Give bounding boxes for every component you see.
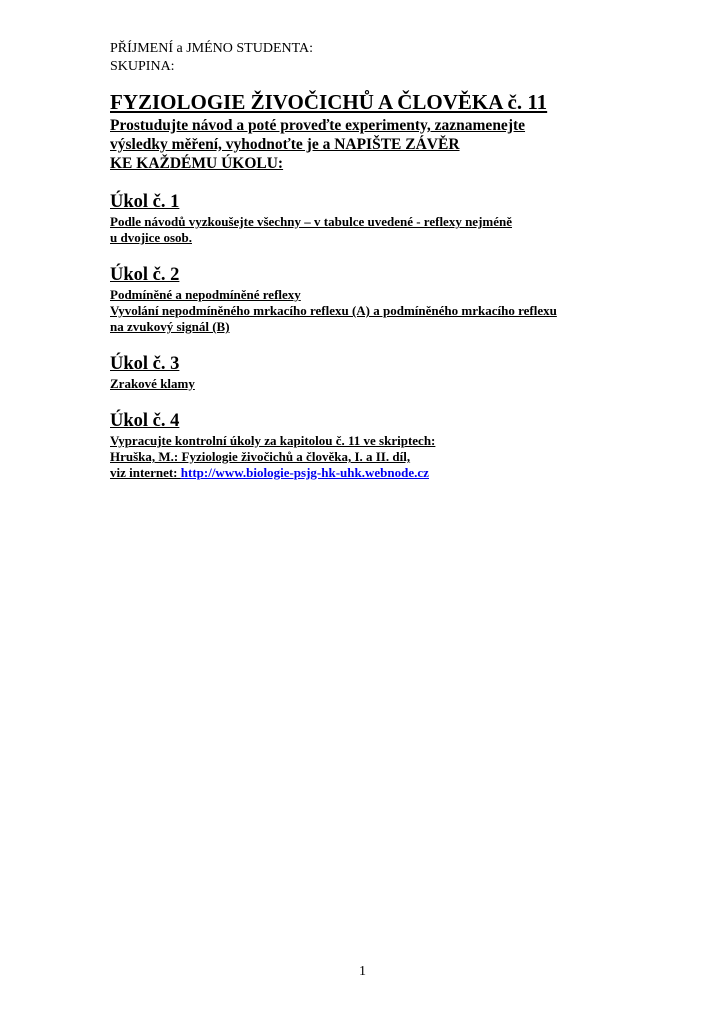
task-line: Vyvolání nepodmíněného mrkacího reflexu (A) a podmíněného mrkacího reflexu [110, 303, 557, 318]
student-name-label: PŘÍJMENÍ a JMÉNO STUDENTA: [110, 41, 314, 56]
task-line: Podmíněné a nepodmíněné reflexy [110, 287, 301, 302]
task-line: na zvukový signál (B) [110, 319, 230, 334]
website-link[interactable]: http://www.biologie-psjg-hk-uhk.webnode.cz [180, 465, 429, 480]
task-2 [110, 264, 670, 335]
task-heading: Úkol č. 3 [110, 354, 180, 374]
document-page [110, 40, 670, 481]
task-heading: Úkol č. 4 [110, 411, 180, 431]
task-4 [110, 410, 670, 481]
task-1 [110, 191, 670, 246]
task-line: Vypracujte kontrolní úkoly za kapitolou č. 11 ve skriptech: [110, 433, 436, 448]
instructions-line: KE KAŽDÉMU ÚKOLU: [110, 155, 284, 172]
task-3 [110, 353, 670, 392]
task-line: Hruška, M.: Fyziologie živočichů a člověka, I. a II. díl, [110, 449, 411, 464]
group-label: SKUPINA: [110, 59, 175, 74]
task-link-line [110, 465, 670, 481]
task-line: Zrakové klamy [110, 376, 195, 391]
task-line: Podle návodů vyzkoušejte všechny – v tabulce uvedené - reflexy nejméně [110, 214, 513, 229]
task-line: u dvojice osob. [110, 230, 192, 245]
document-title: FYZIOLOGIE ŽIVOČICHŮ A ČLOVĚKA č. 11 [110, 90, 548, 114]
instructions-line: Prostudujte návod a poté proveďte experimenty, zaznamenejte [110, 117, 526, 134]
task-heading: Úkol č. 1 [110, 192, 180, 212]
link-prefix: viz internet: [110, 465, 181, 480]
instructions [110, 116, 670, 173]
instructions-line: výsledky měření, vyhodnoťte je a NAPIŠTE ZÁVĚR [110, 136, 460, 153]
task-heading: Úkol č. 2 [110, 265, 180, 285]
page-number: 1 [359, 964, 366, 979]
